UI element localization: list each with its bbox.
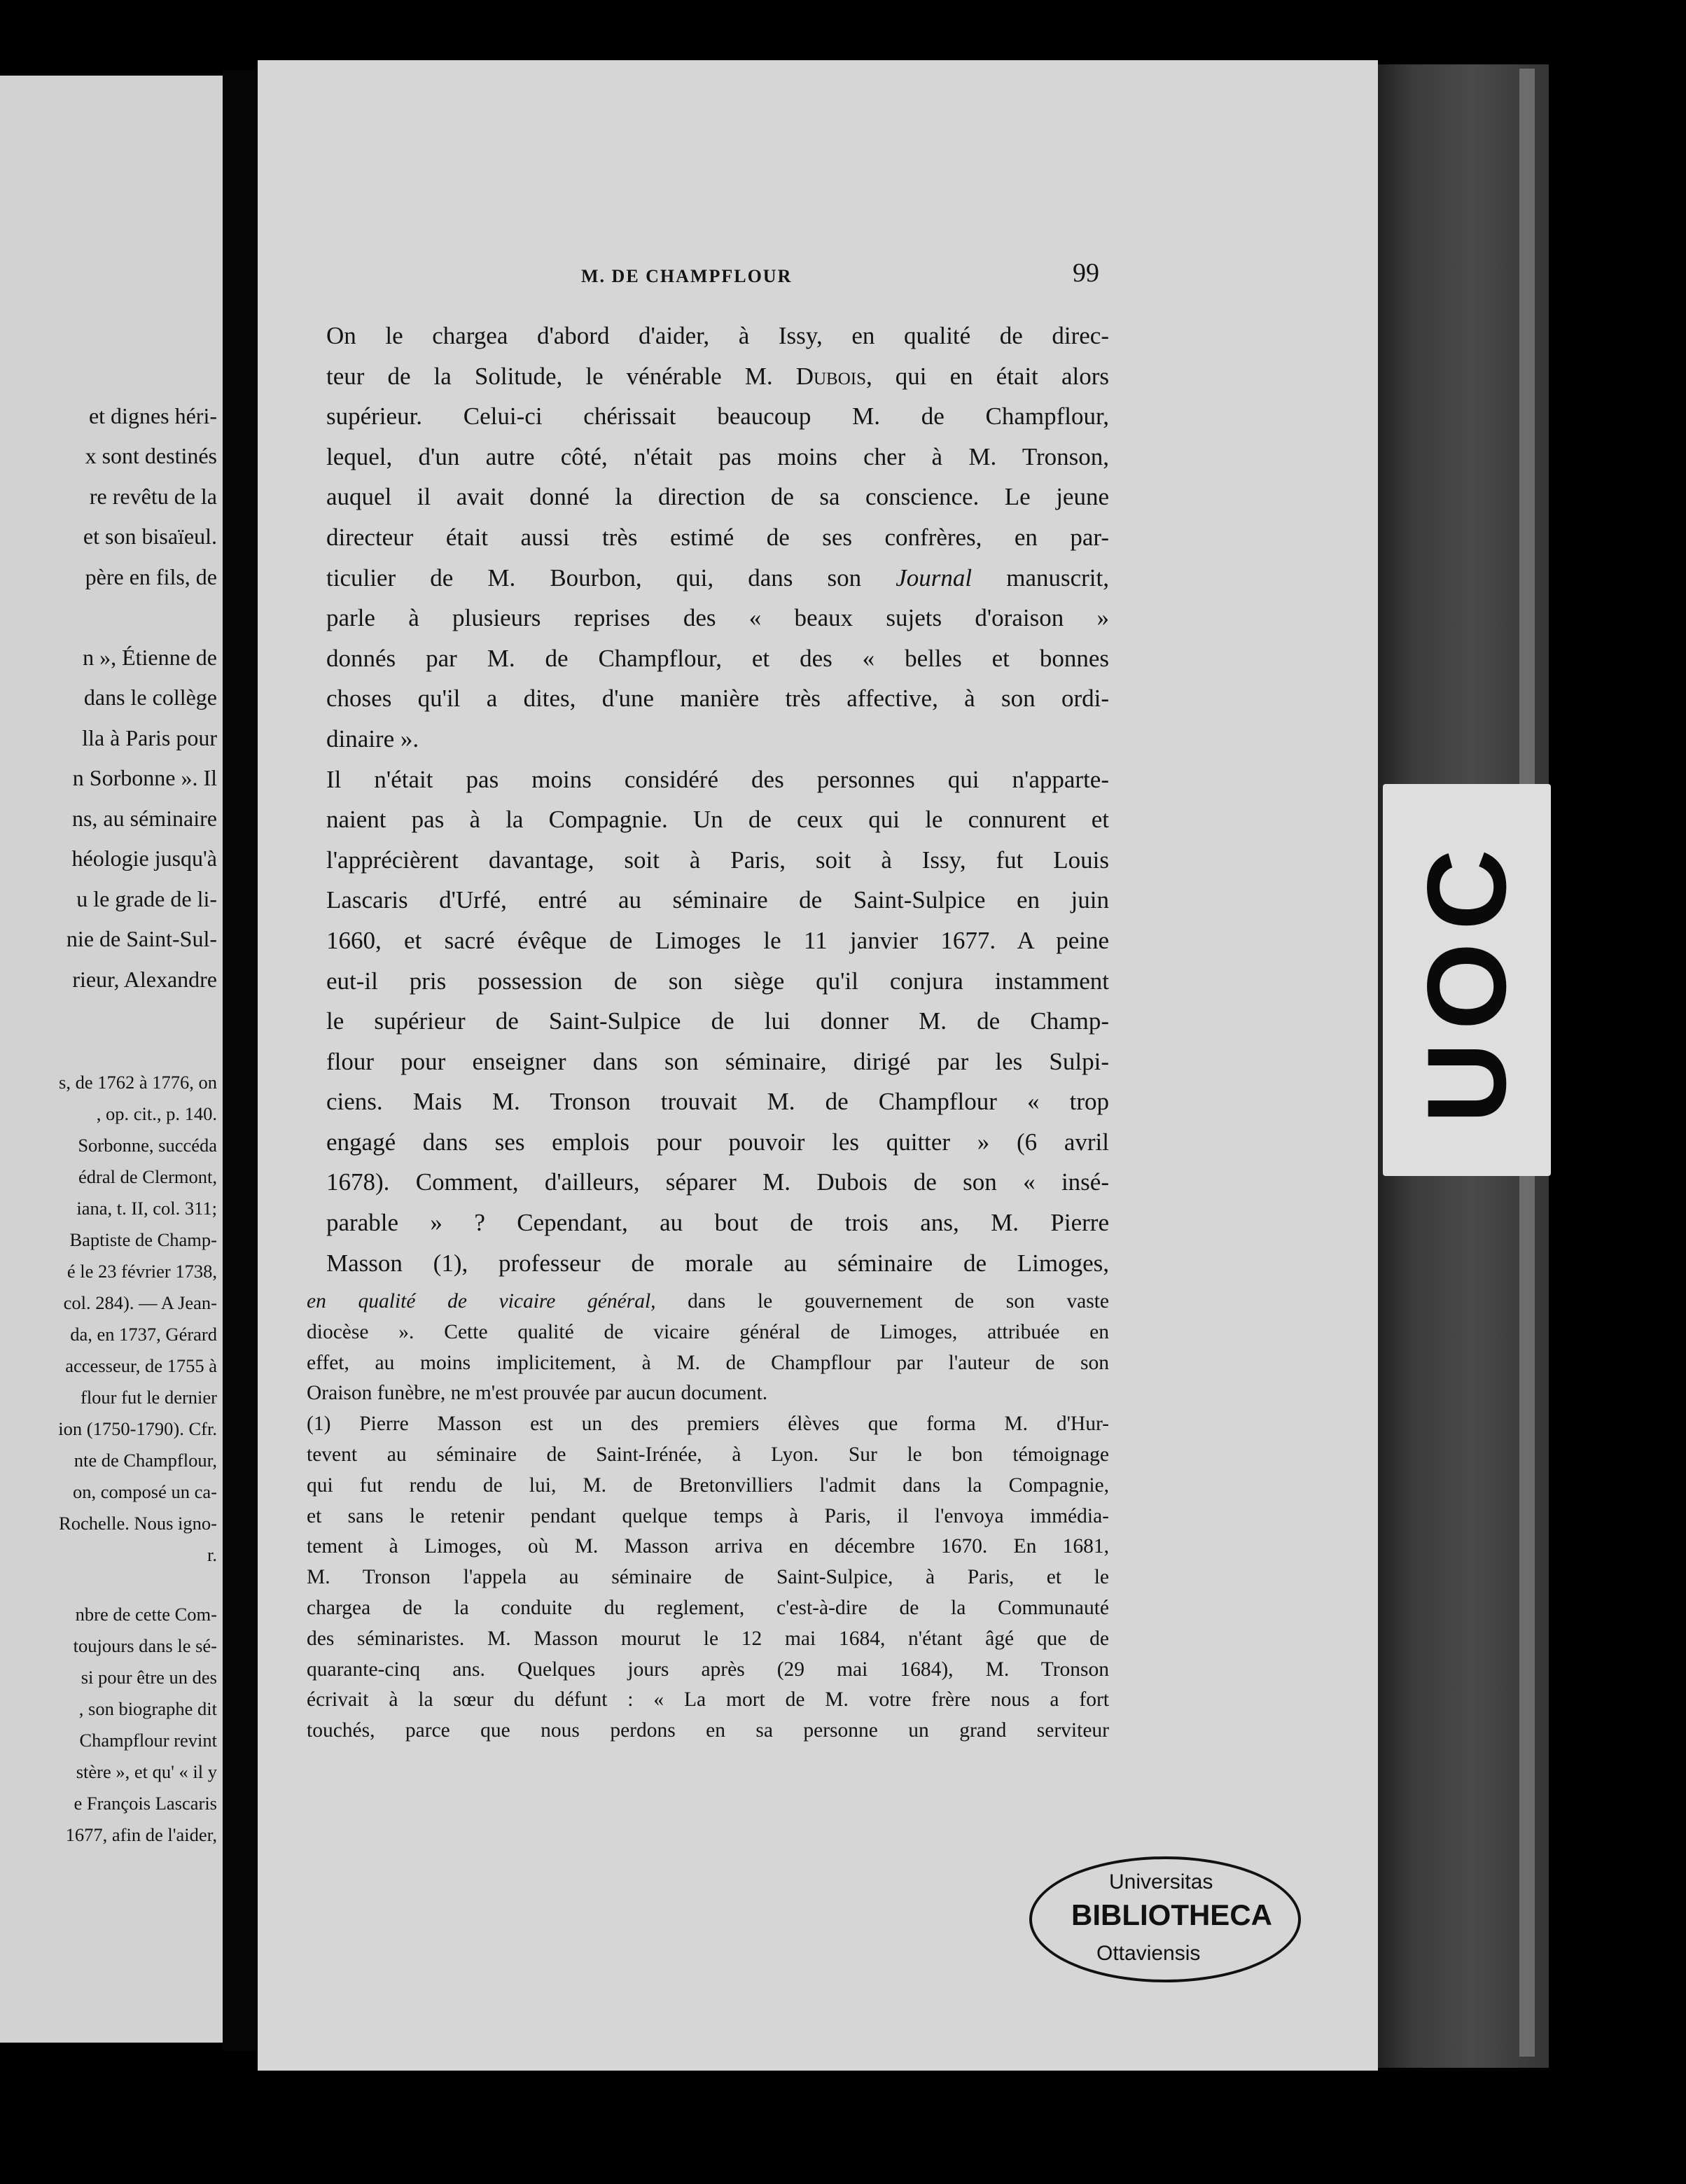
footnote-line: tevent au séminaire de Saint-Irénée, à Lyon. Sur le bon témoignage: [307, 1443, 1109, 1466]
prev-footnote-line: flour fut le dernier: [81, 1387, 217, 1408]
prev-footnote-line: toujours dans le sé-: [73, 1635, 217, 1656]
page-number: 99: [1073, 258, 1099, 288]
footnote-line: quarante-cinq ans. Quelques jours après (29 mai 1684), M. Tronson: [307, 1658, 1109, 1681]
prev-footnote-line: accesseur, de 1755 à: [65, 1355, 217, 1376]
body-line: naient pas à la Compagnie. Un de ceux qui le connurent et: [326, 806, 1109, 834]
body-line: flour pour enseigner dans son séminaire, dirigé par les Sulpi-: [326, 1047, 1109, 1075]
body-line: parle à plusieurs reprises des « beaux sujets d'oraison »: [326, 604, 1109, 632]
book-gutter: [223, 70, 256, 2051]
footnote-line: tement à Limoges, où M. Masson arriva en décembre 1670. En 1681,: [307, 1535, 1109, 1558]
prev-body-line: re revêtu de la: [89, 484, 217, 509]
prev-body-line: x sont destinés: [85, 443, 217, 468]
body-line: Masson (1), professeur de morale au séminaire de Limoges,: [326, 1249, 1109, 1277]
body-line: ciens. Mais M. Tronson trouvait M. de Champflour « trop: [326, 1088, 1109, 1116]
body-line: donnés par M. de Champflour, et des « belles et bonnes: [326, 644, 1109, 672]
prev-body-line: et dignes héri-: [88, 403, 217, 428]
footnote-line: qui fut rendu de lui, M. de Bretonvilliers l'admit dans la Compagnie,: [307, 1474, 1109, 1497]
stamp-universitas: Universitas: [1109, 1870, 1213, 1893]
prev-footnote-line: 1677, afin de l'aider,: [65, 1824, 217, 1845]
footnote-line: chargea de la conduite du reglement, c'est-à-dire de la Communauté: [307, 1596, 1109, 1619]
spine-label-text: UOC: [1404, 836, 1530, 1124]
prev-footnote-line: édral de Clermont,: [78, 1166, 217, 1187]
body-line: auquel il avait donné la direction de sa conscience. Le jeune: [326, 483, 1109, 511]
footnote-line: M. Tronson l'appela au séminaire de Saint-Sulpice, à Paris, et le: [307, 1566, 1109, 1589]
prev-body-line: et son bisaïeul.: [83, 524, 217, 549]
footnote-line: Oraison funèbre, ne m'est prouvée par aucun document.: [307, 1382, 768, 1405]
prev-body-line: u le grade de li-: [76, 886, 217, 911]
body-line: 1660, et sacré évêque de Limoges le 11 janvier 1677. A peine: [326, 926, 1109, 954]
prev-body-line: n Sorbonne ». Il: [72, 765, 217, 790]
body-line: 1678). Comment, d'ailleurs, séparer M. Dubois de son « insé-: [326, 1168, 1109, 1196]
prev-footnote-line: col. 284). — A Jean-: [63, 1292, 217, 1313]
body-line: engagé dans ses emplois pour pouvoir les quitter » (6 avril: [326, 1128, 1109, 1156]
prev-footnote-line: Champflour revint: [79, 1730, 217, 1751]
footnote-line: des séminaristes. M. Masson mourut le 12 mai 1684, n'étant âgé que de: [307, 1627, 1109, 1650]
prev-footnote-line: e François Lascaris: [74, 1793, 217, 1814]
prev-footnote-line: si pour être un des: [81, 1667, 217, 1688]
body-line: directeur était aussi très estimé de ses confrères, en par-: [326, 523, 1109, 551]
prev-body-line: ns, au séminaire: [71, 806, 217, 831]
body-line: parable » ? Cependant, au bout de trois ans, M. Pierre: [326, 1209, 1109, 1237]
body-line: Lascaris d'Urfé, entré au séminaire de Saint-Sulpice en juin: [326, 886, 1109, 914]
footnote-line: touchés, parce que nous perdons en sa personne un grand serviteur: [307, 1719, 1109, 1742]
body-line: eut-il pris possession de son siège qu'il conjura instamment: [326, 967, 1109, 995]
prev-footnote-line: Rochelle. Nous igno-: [59, 1513, 217, 1534]
library-spine-label: [1383, 784, 1551, 1176]
prev-body-line: dans le collège: [83, 685, 217, 710]
footnote-line: et sans le retenir pendant quelque temps à Paris, il l'envoya immédia-: [307, 1504, 1109, 1527]
prev-footnote-line: s, de 1762 à 1776, on: [59, 1072, 217, 1093]
prev-footnote-line: da, en 1737, Gérard: [70, 1324, 217, 1345]
body-line: On le chargea d'abord d'aider, à Issy, en qualité de direc-: [326, 322, 1109, 349]
prev-footnote-line: on, composé un ca-: [72, 1481, 217, 1502]
prev-body-line: lla à Paris pour: [82, 725, 217, 750]
body-line: teur de la Solitude, le vénérable M. Dubois, qui en était alors: [326, 362, 1109, 390]
stamp-ottaviensis: Ottaviensis: [1096, 1942, 1201, 1965]
body-line: le supérieur de Saint-Sulpice de lui donner M. de Champ-: [326, 1007, 1109, 1035]
previous-page-fragment: [0, 76, 223, 2043]
body-line: l'apprécièrent davantage, soit à Paris, soit à Issy, fut Louis: [326, 846, 1109, 874]
body-line: supérieur. Celui-ci chérissait beaucoup M. de Champflour,: [326, 402, 1109, 430]
prev-footnote-line: ion (1750-1790). Cfr.: [58, 1418, 217, 1439]
footnote-line: écrivait à la sœur du défunt : « La mort de M. votre frère nous a fort: [307, 1688, 1109, 1712]
body-line: choses qu'il a dites, d'une manière très affective, à son ordi-: [326, 685, 1109, 713]
library-stamp: [1029, 1856, 1301, 1982]
prev-footnote-line: Sorbonne, succéda: [78, 1135, 217, 1156]
prev-footnote-line: Baptiste de Champ-: [69, 1229, 217, 1250]
body-line: dinaire ».: [326, 724, 419, 752]
body-line: lequel, d'un autre côté, n'était pas moins cher à M. Tronson,: [326, 442, 1109, 470]
prev-footnote-line: stère », et qu' « il y: [76, 1761, 217, 1782]
footnote-line: (1) Pierre Masson est un des premiers élèves que forma M. d'Hur-: [307, 1413, 1109, 1436]
body-line: ticulier de M. Bourbon, qui, dans son Journal manuscrit,: [326, 564, 1109, 592]
stamp-bibliotheca: BIBLIOTHECA: [1071, 1898, 1272, 1931]
prev-body-line: nie de Saint-Sul-: [66, 926, 217, 951]
prev-body-line: n », Étienne de: [83, 645, 217, 670]
body-line: Il n'était pas moins considéré des personnes qui n'apparte-: [326, 765, 1109, 793]
prev-footnote-line: é le 23 février 1738,: [67, 1261, 217, 1282]
prev-footnote-line: nbre de cette Com-: [75, 1604, 217, 1625]
prev-body-line: héologie jusqu'à: [71, 846, 217, 871]
prev-footnote-line: , op. cit., p. 140.: [96, 1103, 217, 1124]
prev-body-line: rieur, Alexandre: [72, 967, 217, 992]
footnotes: [307, 1287, 1109, 1746]
running-head: M. DE CHAMPFLOUR: [581, 266, 793, 286]
footnote-line: diocèse ». Cette qualité de vicaire général de Limoges, attribuée en: [307, 1320, 1109, 1343]
prev-footnote-line: nte de Champflour,: [74, 1450, 217, 1471]
footnote-line: effet, au moins implicitement, à M. de Champflour par l'auteur de son: [307, 1351, 1109, 1374]
footnote-line: en qualité de vicaire général, dans le gouvernement de son vaste: [307, 1290, 1109, 1312]
prev-footnote-line: , son biographe dit: [78, 1698, 217, 1719]
prev-footnote-line: r.: [207, 1544, 217, 1565]
prev-footnote-line: iana, t. II, col. 311;: [76, 1198, 217, 1219]
prev-body-line: père en fils, de: [85, 564, 217, 589]
body-text: [326, 316, 1109, 1283]
